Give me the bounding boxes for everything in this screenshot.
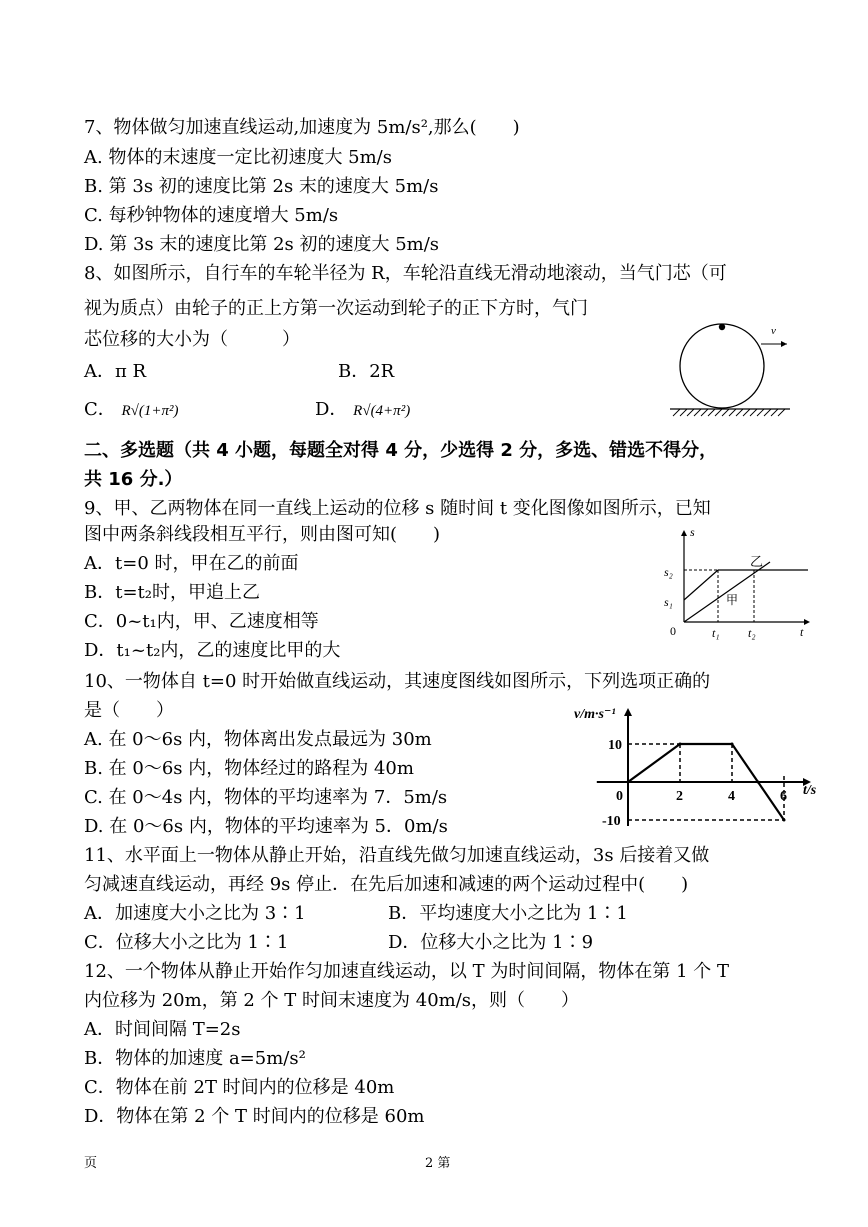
q9-option-d: D．t₁~t₂内，乙的速度比甲的大 — [84, 640, 341, 661]
velocity-label: v — [771, 325, 776, 337]
valve-dot — [719, 324, 725, 330]
q8-option-d — [315, 396, 410, 425]
q9-option-b: B．t=t₂时，甲追上乙 — [84, 582, 260, 603]
st-y-arrow — [681, 530, 687, 536]
q11-option-c: C．位移大小之比为 1∶1 — [84, 932, 289, 953]
q12-option-a: A．时间间隔 T=2s — [84, 1019, 241, 1040]
q9-option-a: A．t=0 时，甲在乙的前面 — [84, 553, 299, 574]
vt-y-arrow — [624, 708, 632, 716]
st-tick-s2: s₂ — [664, 565, 673, 579]
q12-option-c: C．物体在前 2T 时间内的位移是 40m — [84, 1077, 395, 1098]
vt-ytick-10: 10 — [608, 738, 622, 753]
q8-stem-1: 8、如图所示，自行车的车轮半径为 R，车轮沿直线无滑动地滚动，当气门芯（可 — [84, 263, 727, 284]
vt-xtick-2: 2 — [676, 789, 683, 804]
wheel-circle — [680, 324, 764, 408]
q7-stem: 7、物体做匀加速直线运动,加速度为 5m/s²,那么( ) — [84, 117, 520, 138]
section2-title-2: 共 16 分.） — [84, 469, 183, 490]
st-tick-t2: t₂ — [748, 626, 756, 640]
q9-stem-2: 图中两条斜线段相互平行，则由图可知( ) — [84, 524, 441, 545]
q10-option-a: A. 在 0～6s 内，物体离出发点最远为 30m — [84, 729, 432, 750]
vt-point-4 — [783, 819, 786, 822]
wheel-figure — [665, 318, 795, 430]
q8-option-a: A．π R — [84, 361, 147, 382]
q11-stem-1: 11、水平面上一物体从静止开始，沿直线先做匀加速直线运动，3s 后接着又做 — [84, 845, 710, 866]
vt-y-label: v/m·s⁻¹ — [574, 707, 616, 722]
q10-option-c: C. 在 0～4s 内，物体的平均速率为 7．5m/s — [84, 787, 448, 808]
q12-stem-1: 12、一个物体从静止开始作匀加速直线运动，以 T 为时间间隔，物体在第 1 个 T — [84, 961, 729, 982]
vt-xtick-4: 4 — [728, 789, 735, 804]
q11-option-b: B．平均速度大小之比为 1∶1 — [388, 903, 628, 924]
vt-point-2 — [731, 743, 734, 746]
q8-option-b: B．2R — [338, 361, 395, 382]
st-label-yi: 乙 — [750, 554, 764, 569]
vt-chart — [568, 700, 838, 830]
q8-option-c — [84, 396, 179, 425]
q10-stem-2: 是（ ） — [84, 700, 174, 721]
q10-option-d: D. 在 0～6s 内，物体的平均速率为 5．0m/s — [84, 816, 448, 837]
q8-option-d-expr: R√(4+π²) — [353, 403, 411, 419]
vt-xtick-0: 0 — [616, 789, 623, 804]
q7-option-a: A. 物体的末速度一定比初速度大 5m/s — [84, 147, 392, 168]
q9-option-c: C．0~t₁内，甲、乙速度相等 — [84, 611, 319, 632]
st-jia-line — [684, 562, 770, 622]
q11-option-d: D．位移大小之比为 1∶9 — [388, 932, 594, 953]
q11-option-a: A．加速度大小之比为 3∶1 — [84, 903, 306, 924]
q8-stem-3: 芯位移的大小为（ ） — [84, 329, 300, 350]
vt-point-0 — [627, 781, 630, 784]
st-x-label: t — [800, 625, 804, 639]
q8-option-c-label: C． — [84, 399, 116, 420]
st-tick-s1: s₁ — [664, 595, 673, 609]
q8-option-c-expr: R√(1+π²) — [121, 403, 179, 419]
q12-stem-2: 内位移为 20m，第 2 个 T 时间末速度为 40m/s，则（ ） — [84, 990, 580, 1011]
q10-option-b: B. 在 0～6s 内，物体经过的路程为 40m — [84, 758, 414, 779]
q8-option-d-label: D． — [315, 399, 348, 420]
st-figure — [660, 524, 820, 644]
velocity-arrowhead — [781, 341, 787, 347]
vt-point-3 — [757, 781, 760, 784]
footer-page-number: 2 第 — [425, 1156, 451, 1171]
st-y-label: s — [690, 525, 695, 539]
footer-left: 页 — [84, 1156, 98, 1171]
st-label-jia: 甲 — [726, 593, 739, 607]
ground-hatch — [673, 409, 785, 416]
q7-option-c: C. 每秒钟物体的速度增大 5m/s — [84, 205, 339, 226]
st-tick-t1: t₁ — [712, 626, 720, 640]
q7-option-d: D. 第 3s 末的速度比第 2s 初的速度大 5m/s — [84, 234, 440, 255]
q11-stem-2: 匀减速直线运动，再经 9s 停止．在先后加速和减速的两个运动过程中( ) — [84, 874, 689, 895]
vt-ytick-neg10: -10 — [602, 814, 621, 829]
st-origin: 0 — [670, 624, 676, 638]
q7-option-b: B. 第 3s 初的速度比第 2s 末的速度大 5m/s — [84, 176, 439, 197]
st-yi-slope — [684, 570, 718, 600]
q8-stem-2: 视为质点）由轮子的正上方第一次运动到轮子的正下方时，气门 — [84, 298, 588, 319]
vt-point-1 — [679, 743, 682, 746]
q10-stem-1: 10、一物体自 t=0 时开始做直线运动，其速度图线如图所示，下列选项正确的 — [84, 671, 711, 692]
st-x-arrow — [804, 619, 810, 625]
q12-option-b: B．物体的加速度 a=5m/s² — [84, 1048, 306, 1069]
vt-x-label: t/s — [803, 783, 817, 798]
q9-stem-1: 9、甲、乙两物体在同一直线上运动的位移 s 随时间 t 变化图像如图所示，已知 — [84, 498, 711, 519]
section2-title-1: 二、多选题（共 4 小题，每题全对得 4 分，少选得 2 分，多选、错选不得分， — [84, 440, 718, 461]
vt-xtick-6: 6 — [780, 789, 787, 804]
q12-option-d: D．物体在第 2 个 T 时间内的位移是 60m — [84, 1106, 425, 1127]
